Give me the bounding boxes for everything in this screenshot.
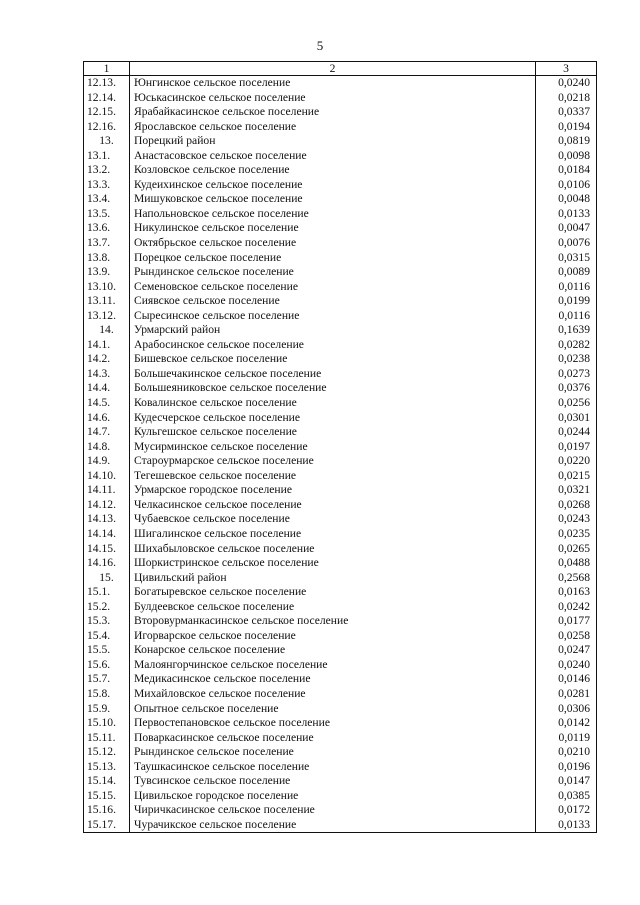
table-row — [84, 236, 597, 251]
distribution-table — [83, 61, 597, 833]
settlement-name: Анастасовское сельское поселение — [130, 149, 536, 164]
settlement-name: Чубаевское сельское поселение — [130, 512, 536, 527]
row-number: 14.4. — [84, 381, 130, 396]
row-number: 15.9. — [84, 702, 130, 717]
table-row — [84, 789, 597, 804]
row-number: 15.7. — [84, 672, 130, 687]
row-number: 15.1. — [84, 585, 130, 600]
table-row — [84, 352, 597, 367]
coefficient-value: 0,0106 — [536, 178, 597, 193]
coefficient-value: 0,0199 — [536, 294, 597, 309]
table-row — [84, 221, 597, 236]
coefficient-value: 0,0210 — [536, 745, 597, 760]
settlement-name: Порецкое сельское поселение — [130, 251, 536, 266]
settlement-name: Рындинское сельское поселение — [130, 265, 536, 280]
table-row — [84, 105, 597, 120]
row-number: 15.6. — [84, 658, 130, 673]
table-row — [84, 178, 597, 193]
settlement-name: Булдеевское сельское поселение — [130, 600, 536, 615]
settlement-name: Шигалинское сельское поселение — [130, 527, 536, 542]
settlement-name: Урмарское городское поселение — [130, 483, 536, 498]
row-number: 14.3. — [84, 367, 130, 382]
row-number: 12.16. — [84, 120, 130, 135]
settlement-name: Сиявское сельское поселение — [130, 294, 536, 309]
row-number: 14. — [84, 323, 130, 338]
coefficient-value: 0,0281 — [536, 687, 597, 702]
table-row — [84, 716, 597, 731]
settlement-name: Октябрьское сельское поселение — [130, 236, 536, 251]
coefficient-value: 0,0172 — [536, 803, 597, 818]
coefficient-value: 0,0163 — [536, 585, 597, 600]
settlement-name: Козловское сельское поселение — [130, 163, 536, 178]
row-number: 14.14. — [84, 527, 130, 542]
table-body — [84, 76, 597, 833]
row-number: 15.8. — [84, 687, 130, 702]
coefficient-value: 0,0218 — [536, 91, 597, 106]
column-header-1: 1 — [84, 62, 130, 76]
settlement-name: Таушкасинское сельское поселение — [130, 760, 536, 775]
row-number: 15.17. — [84, 818, 130, 833]
settlement-name: Бишевское сельское поселение — [130, 352, 536, 367]
coefficient-value: 0,0076 — [536, 236, 597, 251]
table-row — [84, 498, 597, 513]
row-number: 13.4. — [84, 192, 130, 207]
table-row — [84, 629, 597, 644]
settlement-name: Цивильский район — [130, 571, 536, 586]
column-header-3: 3 — [536, 62, 597, 76]
row-number: 15.13. — [84, 760, 130, 775]
table-row — [84, 280, 597, 295]
row-number: 15.11. — [84, 731, 130, 746]
row-number: 14.5. — [84, 396, 130, 411]
table-row — [84, 440, 597, 455]
coefficient-value: 0,0376 — [536, 381, 597, 396]
row-number: 13.11. — [84, 294, 130, 309]
row-number: 15.2. — [84, 600, 130, 615]
coefficient-value: 0,1639 — [536, 323, 597, 338]
coefficient-value: 0,0098 — [536, 149, 597, 164]
settlement-name: Урмарский район — [130, 323, 536, 338]
row-number: 13.1. — [84, 149, 130, 164]
table-row — [84, 425, 597, 440]
settlement-name: Юськасинское сельское поселение — [130, 91, 536, 106]
row-number: 13. — [84, 134, 130, 149]
settlement-name: Медикасинское сельское поселение — [130, 672, 536, 687]
row-number: 13.6. — [84, 221, 130, 236]
row-number: 12.13. — [84, 76, 130, 91]
table-row — [84, 614, 597, 629]
row-number: 13.9. — [84, 265, 130, 280]
row-number: 14.9. — [84, 454, 130, 469]
table-row — [84, 687, 597, 702]
table-row — [84, 745, 597, 760]
settlement-name: Шоркистринское сельское поселение — [130, 556, 536, 571]
settlement-name: Юнгинское сельское поселение — [130, 76, 536, 91]
settlement-name: Тувсинское сельское поселение — [130, 774, 536, 789]
settlement-name: Кудесчерское сельское поселение — [130, 411, 536, 426]
table-row — [84, 760, 597, 775]
settlement-name: Напольновское сельское поселение — [130, 207, 536, 222]
row-number: 13.8. — [84, 251, 130, 266]
table-row — [84, 309, 597, 324]
coefficient-value: 0,0819 — [536, 134, 597, 149]
settlement-name: Цивильское городское поселение — [130, 789, 536, 804]
table-row — [84, 396, 597, 411]
coefficient-value: 0,0385 — [536, 789, 597, 804]
settlement-name: Шихабыловское сельское поселение — [130, 542, 536, 557]
column-header-2: 2 — [130, 62, 536, 76]
table-row — [84, 381, 597, 396]
row-number: 15.14. — [84, 774, 130, 789]
coefficient-value: 0,0321 — [536, 483, 597, 498]
settlement-name: Второвурманкасинское сельское поселение — [130, 614, 536, 629]
table-row — [84, 702, 597, 717]
settlement-name: Ковалинское сельское поселение — [130, 396, 536, 411]
coefficient-value: 0,0196 — [536, 760, 597, 775]
table-row — [84, 803, 597, 818]
coefficient-value: 0,0282 — [536, 338, 597, 353]
table-row — [84, 454, 597, 469]
settlement-name: Большеяниковское сельское поселение — [130, 381, 536, 396]
settlement-name: Староурмарское сельское поселение — [130, 454, 536, 469]
row-number: 14.12. — [84, 498, 130, 513]
row-number: 14.10. — [84, 469, 130, 484]
settlement-name: Опытное сельское поселение — [130, 702, 536, 717]
settlement-name: Мусирминское сельское поселение — [130, 440, 536, 455]
table-row — [84, 207, 597, 222]
table-row — [84, 76, 597, 91]
settlement-name: Семеновское сельское поселение — [130, 280, 536, 295]
row-number: 14.15. — [84, 542, 130, 557]
coefficient-value: 0,0337 — [536, 105, 597, 120]
table-row — [84, 483, 597, 498]
row-number: 13.10. — [84, 280, 130, 295]
coefficient-value: 0,0315 — [536, 251, 597, 266]
settlement-name: Большечакинское сельское поселение — [130, 367, 536, 382]
settlement-name: Ярабайкасинское сельское поселение — [130, 105, 536, 120]
coefficient-value: 0,0488 — [536, 556, 597, 571]
table-row — [84, 411, 597, 426]
row-number: 15.12. — [84, 745, 130, 760]
page-number: 5 — [316, 38, 324, 53]
coefficient-value: 0,0119 — [536, 731, 597, 746]
row-number: 15.4. — [84, 629, 130, 644]
coefficient-value: 0,0240 — [536, 76, 597, 91]
settlement-name: Первостепановское сельское поселение — [130, 716, 536, 731]
settlement-name: Челкасинское сельское поселение — [130, 498, 536, 513]
coefficient-value: 0,0244 — [536, 425, 597, 440]
coefficient-value: 0,0142 — [536, 716, 597, 731]
coefficient-value: 0,0265 — [536, 542, 597, 557]
row-number: 15.5. — [84, 643, 130, 658]
settlement-name: Арабосинское сельское поселение — [130, 338, 536, 353]
coefficient-value: 0,0215 — [536, 469, 597, 484]
coefficient-value: 0,0133 — [536, 818, 597, 833]
settlement-name: Богатыревское сельское поселение — [130, 585, 536, 600]
table-row — [84, 251, 597, 266]
settlement-name: Конарское сельское поселение — [130, 643, 536, 658]
coefficient-value: 0,0220 — [536, 454, 597, 469]
row-number: 14.7. — [84, 425, 130, 440]
coefficient-value: 0,0197 — [536, 440, 597, 455]
row-number: 13.12. — [84, 309, 130, 324]
settlement-name: Никулинское сельское поселение — [130, 221, 536, 236]
table-row — [84, 542, 597, 557]
coefficient-value: 0,0301 — [536, 411, 597, 426]
row-number: 15. — [84, 571, 130, 586]
settlement-name: Игорварское сельское поселение — [130, 629, 536, 644]
row-number: 15.3. — [84, 614, 130, 629]
row-number: 14.16. — [84, 556, 130, 571]
coefficient-value: 0,0048 — [536, 192, 597, 207]
coefficient-value: 0,0258 — [536, 629, 597, 644]
coefficient-value: 0,0146 — [536, 672, 597, 687]
table-row — [84, 672, 597, 687]
row-number: 14.2. — [84, 352, 130, 367]
coefficient-value: 0,2568 — [536, 571, 597, 586]
table-row — [84, 774, 597, 789]
settlement-name: Кульгешское сельское поселение — [130, 425, 536, 440]
row-number: 14.11. — [84, 483, 130, 498]
settlement-name: Сыресинское сельское поселение — [130, 309, 536, 324]
row-number: 14.1. — [84, 338, 130, 353]
row-number: 12.15. — [84, 105, 130, 120]
row-number: 13.2. — [84, 163, 130, 178]
row-number: 15.16. — [84, 803, 130, 818]
coefficient-value: 0,0240 — [536, 658, 597, 673]
table-row — [84, 512, 597, 527]
coefficient-value: 0,0256 — [536, 396, 597, 411]
row-number: 15.10. — [84, 716, 130, 731]
table-row — [84, 134, 597, 149]
settlement-name: Михайловское сельское поселение — [130, 687, 536, 702]
coefficient-value: 0,0089 — [536, 265, 597, 280]
row-number: 14.8. — [84, 440, 130, 455]
coefficient-value: 0,0194 — [536, 120, 597, 135]
coefficient-value: 0,0242 — [536, 600, 597, 615]
settlement-name: Кудеихинское сельское поселение — [130, 178, 536, 193]
table-row — [84, 367, 597, 382]
settlement-name: Тегешевское сельское поселение — [130, 469, 536, 484]
settlement-name: Поваркасинское сельское поселение — [130, 731, 536, 746]
table-row — [84, 91, 597, 106]
coefficient-value: 0,0116 — [536, 309, 597, 324]
table-row — [84, 323, 597, 338]
settlement-name: Мишуковское сельское поселение — [130, 192, 536, 207]
coefficient-value: 0,0116 — [536, 280, 597, 295]
coefficient-value: 0,0177 — [536, 614, 597, 629]
row-number: 13.5. — [84, 207, 130, 222]
coefficient-value: 0,0247 — [536, 643, 597, 658]
table-row — [84, 571, 597, 586]
coefficient-value: 0,0047 — [536, 221, 597, 236]
settlement-name: Чурачикское сельское поселение — [130, 818, 536, 833]
settlement-name: Порецкий район — [130, 134, 536, 149]
settlement-name: Ярославское сельское поселение — [130, 120, 536, 135]
table-row — [84, 600, 597, 615]
table-row — [84, 120, 597, 135]
table-row — [84, 818, 597, 833]
table-row — [84, 643, 597, 658]
table-row — [84, 192, 597, 207]
row-number: 12.14. — [84, 91, 130, 106]
coefficient-value: 0,0235 — [536, 527, 597, 542]
table-row — [84, 338, 597, 353]
row-number: 15.15. — [84, 789, 130, 804]
table-row — [84, 658, 597, 673]
table-row — [84, 294, 597, 309]
coefficient-value: 0,0268 — [536, 498, 597, 513]
row-number: 13.3. — [84, 178, 130, 193]
table-row — [84, 163, 597, 178]
coefficient-value: 0,0184 — [536, 163, 597, 178]
table-row — [84, 527, 597, 542]
settlement-name: Малоянгорчинское сельское поселение — [130, 658, 536, 673]
table-row — [84, 469, 597, 484]
coefficient-value: 0,0147 — [536, 774, 597, 789]
row-number: 14.13. — [84, 512, 130, 527]
table-row — [84, 149, 597, 164]
table-row — [84, 731, 597, 746]
coefficient-value: 0,0306 — [536, 702, 597, 717]
row-number: 13.7. — [84, 236, 130, 251]
settlement-name: Чиричкасинское сельское поселение — [130, 803, 536, 818]
table-header-row — [84, 62, 597, 76]
table-row — [84, 556, 597, 571]
row-number: 14.6. — [84, 411, 130, 426]
coefficient-value: 0,0243 — [536, 512, 597, 527]
table-row — [84, 585, 597, 600]
coefficient-value: 0,0238 — [536, 352, 597, 367]
coefficient-value: 0,0273 — [536, 367, 597, 382]
table-row — [84, 265, 597, 280]
settlement-name: Рындинское сельское поселение — [130, 745, 536, 760]
coefficient-value: 0,0133 — [536, 207, 597, 222]
